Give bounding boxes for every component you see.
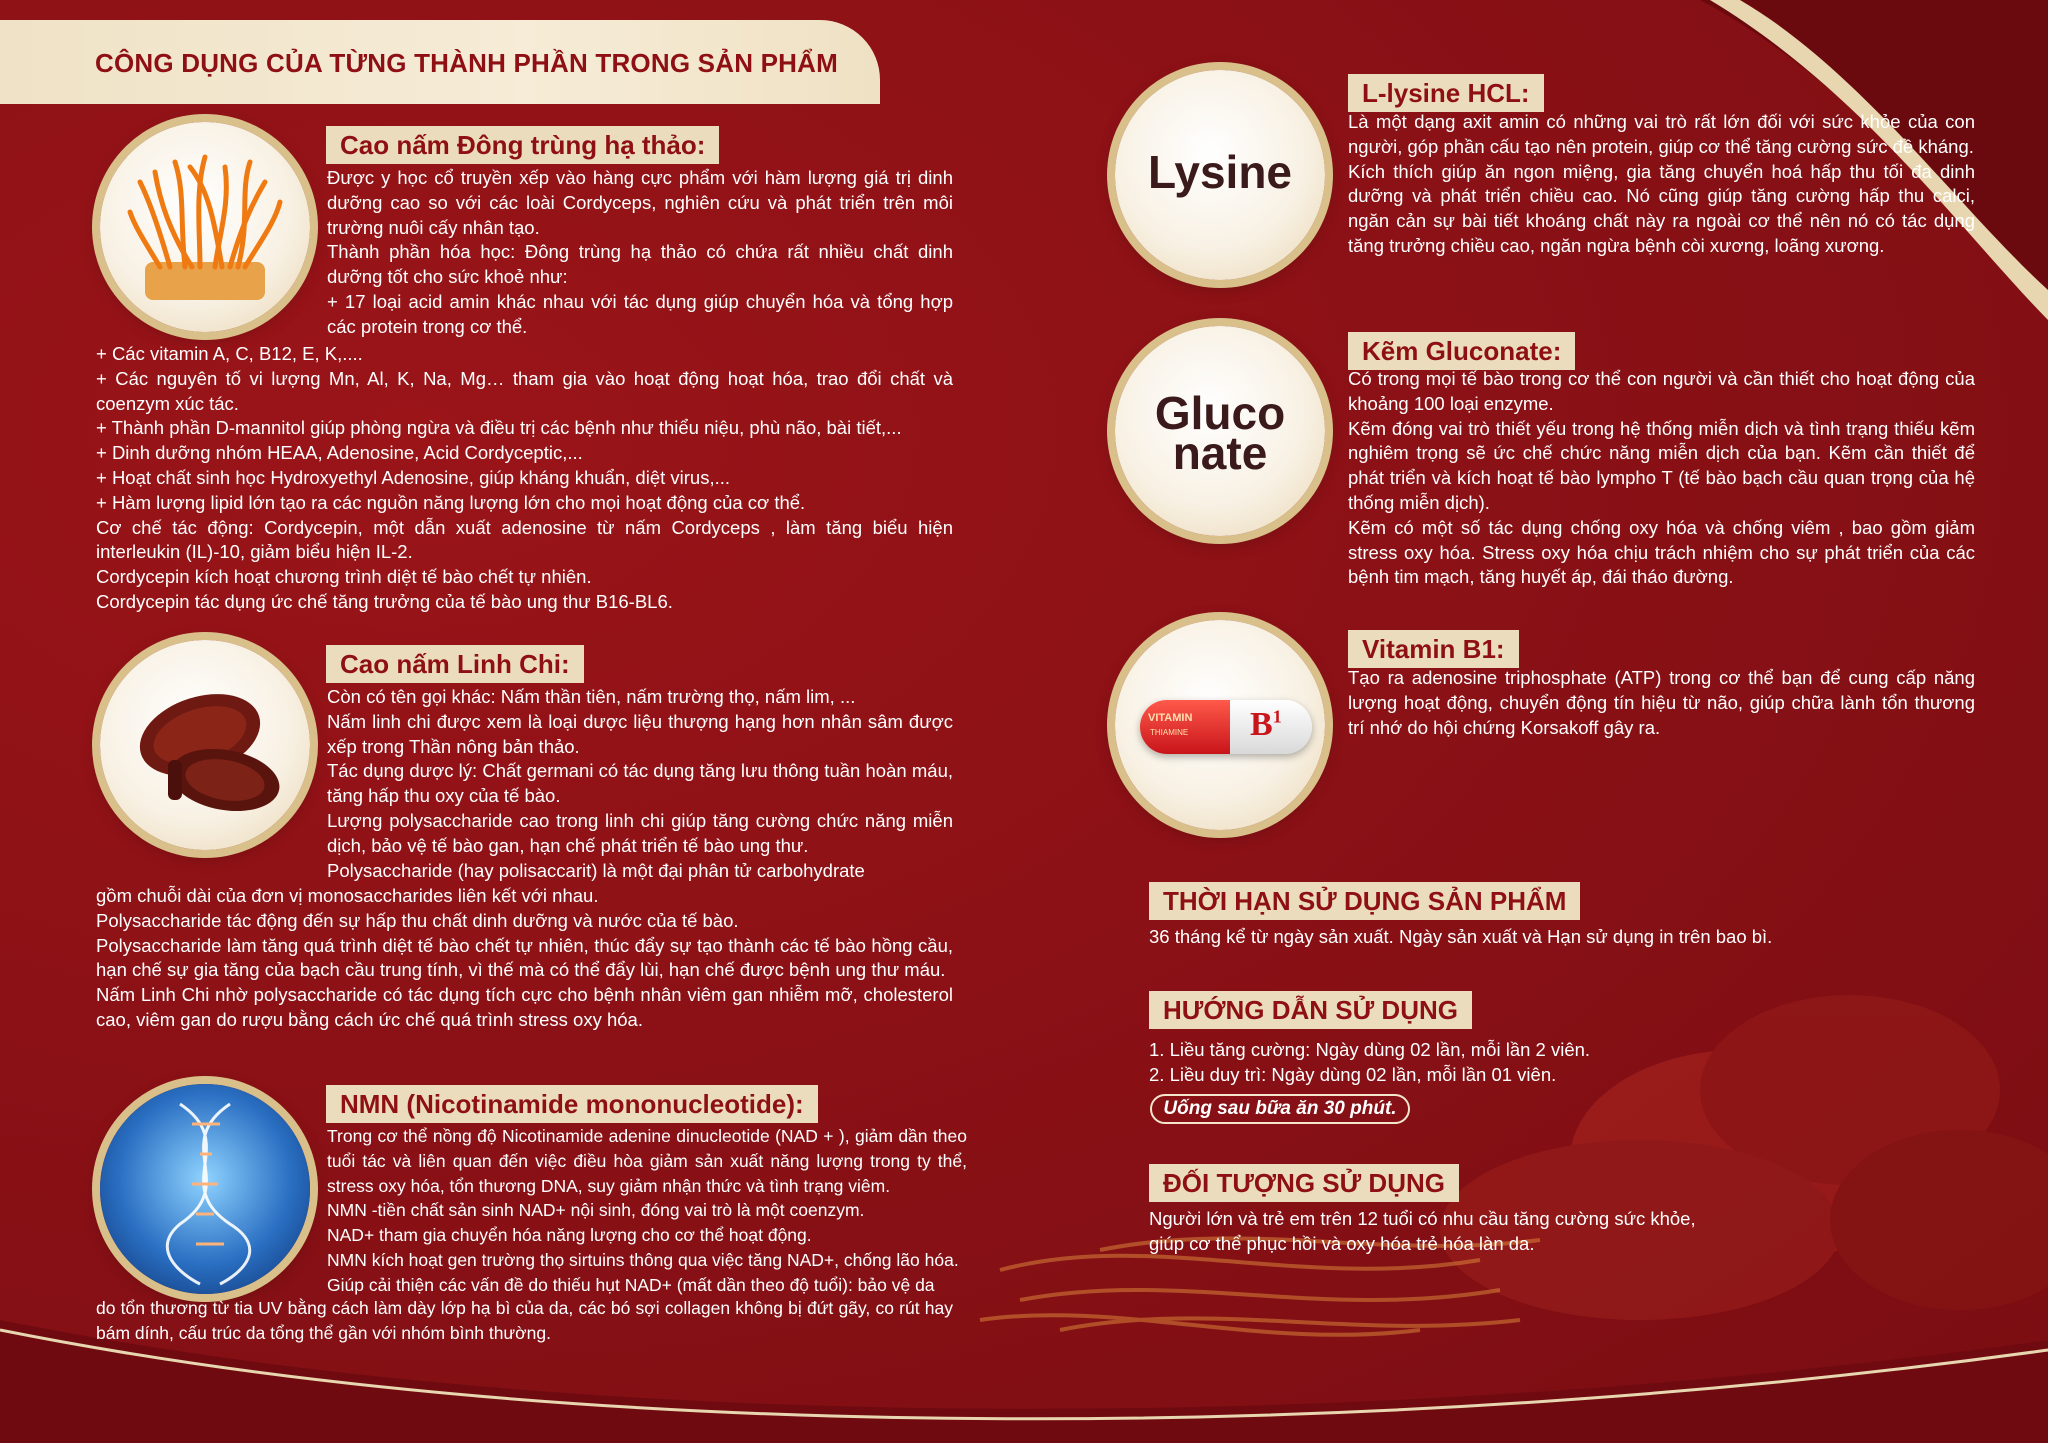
text-line: + 17 loại acid amin khác nhau với tác dụng giúp chuyển hóa và tổng hợp các protein trong cơ thể. — [327, 290, 953, 337]
reishi-desc-full — [96, 884, 953, 1033]
text-line: + Hàm lượng lipid lớn tạo ra các nguồn năng lượng lớn cho mọi hoạt động của cơ thể. — [96, 491, 806, 513]
reishi-heading: Cao nấm Linh Chi: — [326, 645, 584, 683]
text-line: Kẽm có một số tác dụng chống oxy hóa và chống viêm , bao gồm giảm stress oxy hóa. Stress oxy hóa chịu trách nhiệm cho sự phát triển của các bệnh tim mạch, tăng huyết áp, đái tháo đường. — [1348, 516, 1975, 588]
text-line: Polysaccharide tác động đến sự hấp thu chất dinh dưỡng và nước của tế bào. — [96, 909, 739, 931]
text-line: Cơ chế tác động: Cordycepin, một dẫn xuất adenosine từ nấm Cordyceps , làm tăng biểu hiện interleukin (IL)-10, giảm biểu hiện IL-2. — [96, 516, 953, 563]
cordyceps-heading: Cao nấm Đông trùng hạ thảo: — [326, 126, 719, 164]
text-line: Kẽm đóng vai trò thiết yếu trong hệ thống miễn dịch và tình trạng thiếu kẽm nghiêm trọng sẽ ức chế chức năng miễn dịch của bạn. Kẽm cần thiết để phát triển và kích hoạt tế bào lympho T (tế bào bạch cầu quan trọng của hệ thống miễn dịch). — [1348, 417, 1975, 513]
text-line: + Các nguyên tố vi lượng Mn, Al, K, Na, Mg… tham gia vào hoạt động hoạt hóa, trao đổi chất và coenzym xúc tác. — [96, 367, 953, 414]
cordyceps-image — [100, 122, 310, 332]
text-line: Giúp cải thiện các vấn đề do thiếu hụt NAD+ (mất dần theo độ tuổi): bảo vệ da — [327, 1274, 935, 1295]
usage-line: 1. Liều tăng cường: Ngày dùng 02 lần, mỗi lần 2 viên. — [1149, 1039, 1591, 1060]
page-title: CÔNG DỤNG CỦA TỪNG THÀNH PHẦN TRONG SẢN PHẨM — [95, 48, 838, 78]
gluconate-badge-line2: nate — [1172, 427, 1268, 479]
shelf-life-heading: THỜI HẠN SỬ DỤNG SẢN PHẨM — [1149, 882, 1580, 920]
text-line: Polysaccharide làm tăng quá trình diệt tế bào chết tự nhiên, thúc đẩy sự tạo thành các tế bào hồng cầu, hạn chế sự gia tăng của bạch cầu trung tính, vì thế mà có thể đẩy lùi, hạn chế được bệnh ung thư máu. — [96, 934, 953, 981]
text-line: + Dinh dưỡng nhóm HEAA, Adenosine, Acid Cordyceptic,... — [96, 442, 583, 464]
cordyceps-icon — [100, 122, 310, 332]
text-line: gồm chuỗi dài của đơn vị monosaccharides liên kết với nhau. — [96, 885, 599, 906]
text-line: Được y học cổ truyền xếp vào hàng cực phẩm với hàm lượng giá trị dinh dưỡng cao so với các loài Cordyceps, nghiên cứu và phát triển trên môi trường nuôi cấy nhân tạo. — [327, 167, 953, 238]
text-line: Nấm linh chi được xem là loại dược liệu thượng hạng hơn nhân sâm được xếp trong Thần nông bản thảo. — [327, 710, 953, 757]
text-line: Polysaccharide (hay polisaccarit) là một đại phân tử carbohydrate — [327, 859, 865, 881]
reishi-mushroom-image — [100, 640, 310, 850]
nmn-heading: NMN (Nicotinamide mononucleotide): — [326, 1085, 818, 1123]
text-line: + Thành phần D-mannitol giúp phòng ngừa và điều trị các bệnh như thiểu niệu, phù não, bài tiết,... — [96, 417, 902, 439]
text-line: Là một dạng axit amin có những vai trò rất lớn đối với sức khỏe của con người, góp phần cấu tạo nên protein, giúp cơ thể tăng cường sức đề kháng. — [1348, 111, 1975, 157]
target-line: giúp cơ thể phục hồi và oxy hóa trẻ hóa làn da. — [1149, 1232, 1535, 1254]
text-line: Trong cơ thể nồng độ Nicotinamide adenine dinucleotide (NAD + ), giảm dần theo tuổi tác và liên quan đến việc điều hòa giảm sản xuất năng lượng trong ty thể, stress oxy hóa, tổn thương DNA, suy giảm nhận thức và tình trạng viêm. — [327, 1126, 967, 1196]
text-line: do tổn thương từ tia UV bằng cách làm dày lớp hạ bì của da, các bó sợi collagen không bị đứt gãy, co rút hay bám dính, cấu trúc da tổng thể gần với nhóm bình thường. — [96, 1298, 953, 1343]
capsule-sup: 1 — [1272, 706, 1282, 727]
capsule-b: B — [1250, 706, 1273, 743]
dna-image — [100, 1084, 310, 1294]
reishi-desc-indented — [327, 685, 953, 883]
capsule-icon — [1140, 700, 1312, 754]
vitamin-b1-desc — [1348, 666, 1975, 740]
nmn-desc-full — [96, 1296, 953, 1346]
text-line: + Các vitamin A, C, B12, E, K,.... — [96, 343, 363, 364]
reishi-mushroom-icon — [100, 640, 310, 850]
capsule-label: VITAMIN — [1148, 712, 1193, 724]
text-line: Còn có tên gọi khác: Nấm thần tiên, nấm trường thọ, nấm lim, ... — [327, 686, 856, 707]
text-line: NMN -tiền chất sản sinh NAD+ nội sinh, đóng vai trò là một coenzym. — [327, 1200, 865, 1221]
text-line: Tác dụng dược lý: Chất germani có tác dụng tăng lưu thông tuần hoàn máu, tăng hấp thu oxy của tế bào. — [327, 760, 953, 807]
vitamin-b1-badge — [1115, 620, 1325, 830]
usage-heading: HƯỚNG DẪN SỬ DỤNG — [1149, 991, 1472, 1029]
gluconate-badge — [1115, 326, 1325, 536]
cordyceps-desc-indented — [327, 166, 953, 340]
text-line: NAD+ tham gia chuyển hóa năng lượng cho cơ thể hoạt động. — [327, 1225, 812, 1246]
gluconate-badge-line1: Gluco — [1154, 387, 1286, 439]
lysine-desc — [1348, 110, 1975, 259]
text-line: Cordycepin tác dụng ức chế tăng trưởng của tế bào ung thư B16-BL6. — [96, 590, 673, 612]
lysine-badge — [1115, 70, 1325, 280]
text-line: Cordycepin kích hoạt chương trình diệt tế bào chết tự nhiên. — [96, 566, 592, 588]
usage-line: 2. Liều duy trì: Ngày dùng 02 lần, mỗi lần 01 viên. — [1149, 1063, 1557, 1085]
gluconate-desc — [1348, 367, 1975, 590]
target-line: Người lớn và trẻ em trên 12 tuổi có nhu cầu tăng cường sức khỏe, — [1149, 1208, 1696, 1229]
capsule-sub: THIAMINE — [1150, 728, 1189, 737]
cordyceps-desc-full — [96, 342, 953, 615]
text-line: Tạo ra adenosine triphosphate (ATP) trong cơ thể bạn để cung cấp năng lượng hoạt động, chuyển động tín hiệu từ não, giúp chữa lành tổn thương trí nhớ do hội chứng Korsakoff gây ra. — [1348, 667, 1975, 738]
text-line: Lượng polysaccharide cao trong linh chi giúp tăng cường chức năng miễn dịch, bảo vệ tế bào gan, hạn chế phát triển tế bào ung thư. — [327, 809, 953, 856]
shelf-life-text: 36 tháng kể từ ngày sản xuất. Ngày sản xuất và Hạn sử dụng in trên bao bì. — [1149, 926, 1773, 947]
capsule-b1 — [1250, 706, 1282, 744]
nmn-desc-indented — [327, 1124, 967, 1298]
text-line: Kích thích giúp ăn ngon miệng, gia tăng chuyển hoá hấp thu tối đa dinh dưỡng và phát triển chiều cao. Nó cũng giúp tăng cường hấp thu calci, ngăn cản sự bài tiết khoáng chất này ra ngoài cơ thể nên nó có tác dụng tăng trưởng chiều cao, ngăn ngừa bệnh còi xương, loãng xương. — [1348, 160, 1975, 256]
target-text — [1149, 1207, 2009, 1257]
lysine-badge-text: Lysine — [1147, 146, 1293, 198]
text-line: Nấm Linh Chi nhờ polysaccharide có tác dụng tích cực cho bệnh nhân viêm gan nhiễm mỡ, cholesterol cao, viêm gan do rượu bằng cách ức chế quá trình stress oxy hóa. — [96, 984, 953, 1030]
dna-icon — [100, 1084, 310, 1294]
usage-note-badge: Uống sau bữa ăn 30 phút. — [1150, 1094, 1410, 1124]
text-line: + Hoạt chất sinh học Hydroxyethyl Adenosine, giúp kháng khuẩn, diệt virus,... — [96, 466, 731, 488]
usage-text — [1149, 1038, 2009, 1088]
text-line: Có trong mọi tế bào trong cơ thể con người và cần thiết cho hoạt động của khoảng 100 loại enzyme. — [1348, 368, 1975, 414]
text-line: Thành phần hóa học: Đông trùng hạ thảo có chứa rất nhiều chất dinh dưỡng tốt cho sức khoẻ như: — [327, 241, 953, 288]
target-heading: ĐỐI TƯỢNG SỬ DỤNG — [1149, 1164, 1459, 1202]
gluconate-heading: Kẽm Gluconate: — [1348, 332, 1575, 370]
lysine-heading: L-lysine HCL: — [1348, 74, 1544, 112]
vitamin-b1-heading: Vitamin B1: — [1348, 630, 1519, 668]
text-line: NMN kích hoạt gen trường thọ sirtuins thông qua việc tăng NAD+, chống lão hóa. — [327, 1249, 959, 1270]
